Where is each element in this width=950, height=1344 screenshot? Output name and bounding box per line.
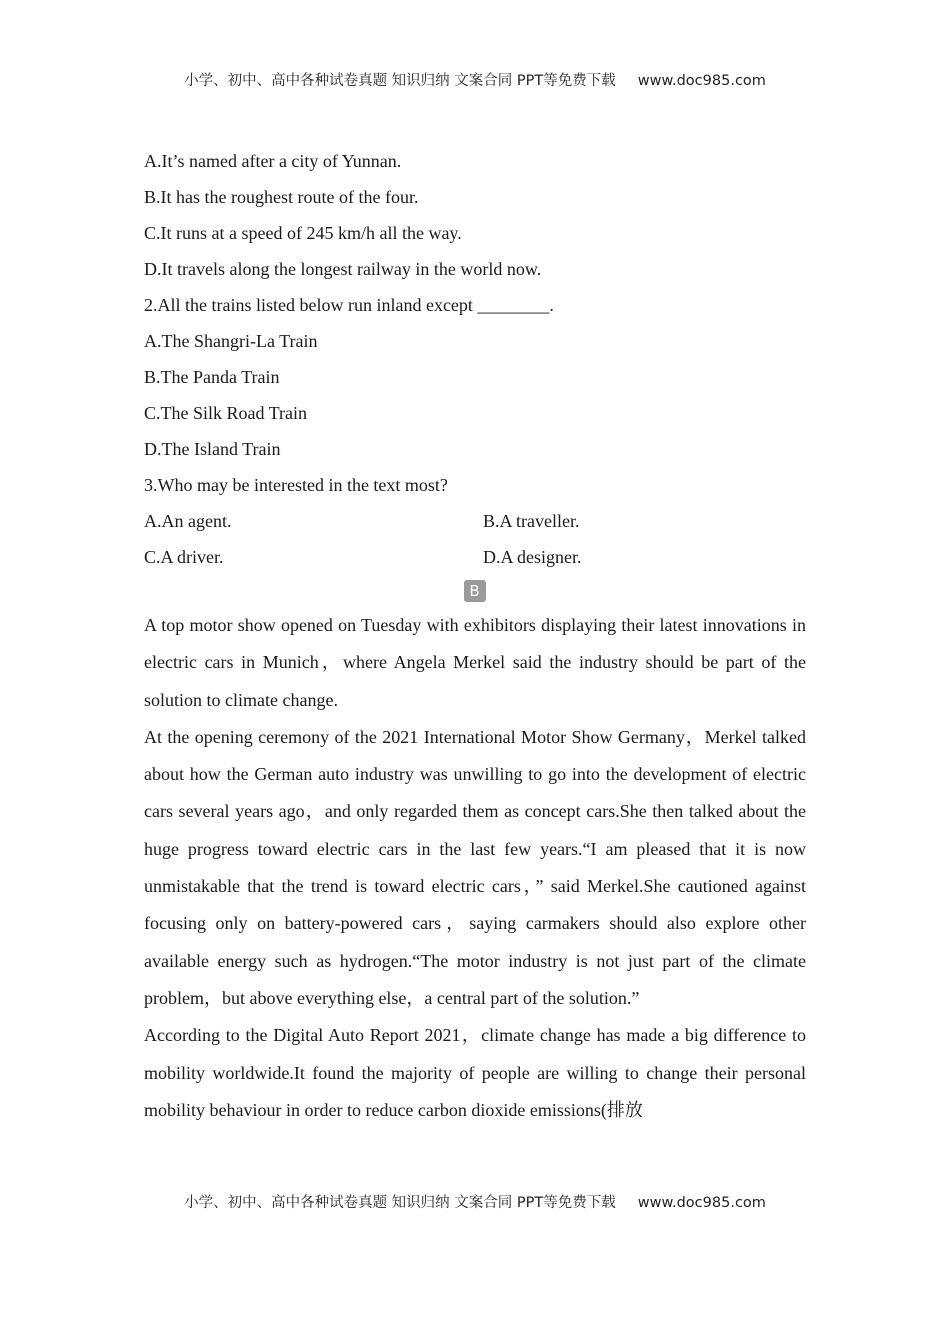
section-marker xyxy=(143,575,806,607)
passage-paragraph-3: According to the Digital Auto Report 2021，climate change has made a big difference to mobility worldwide.It found the majority of people are willing to change their personal mobility behaviour in order to reduce carbon dioxide emissions(排放 xyxy=(144,1025,806,1120)
q3-stem: 3.Who may be interested in the text most? xyxy=(144,475,448,495)
q2-option-c: C.The Silk Road Train xyxy=(144,403,308,423)
q2-option-b: B.The Panda Train xyxy=(144,367,280,387)
question-2 xyxy=(144,287,806,467)
section-label: B xyxy=(464,580,486,602)
q1-option-d: D.It travels along the longest railway in the world now. xyxy=(144,259,542,279)
passage-paragraph-2: At the opening ceremony of the 2021 International Motor Show Germany，Merkel talked about how the German auto industry was unwilling to go into the development of electric cars several years ago，and only regarded them as concept cars.She then talked about the huge progress toward electric cars in the last few years.“I am pleased that it is now unmistakable that the trend is toward electric cars，” said Merkel.She cautioned against focusing only on battery-powered cars，saying carmakers should also explore other available energy such as hydrogen.“The motor industry is not just part of the climate problem，but above everything else，a central part of the solution.” xyxy=(144,726,806,1008)
q2-option-a: A.The Shangri-La Train xyxy=(144,331,318,351)
q3-option-d: D.A designer. xyxy=(483,547,582,567)
page-header xyxy=(0,69,950,90)
q3-options-row-2 xyxy=(144,539,806,575)
q3-option-a: A.An agent. xyxy=(144,511,232,531)
footer-text: 小学、初中、高中各种试卷真题 知识归纳 文案合同 PPT等免费下载 xyxy=(184,1195,616,1211)
footer-site-link[interactable]: www.doc985.com xyxy=(637,1195,766,1211)
question-3 xyxy=(144,467,806,575)
question-1-options xyxy=(144,143,806,287)
header-text: 小学、初中、高中各种试卷真题 知识归纳 文案合同 PPT等免费下载 xyxy=(184,73,616,89)
q3-option-b: B.A traveller. xyxy=(483,511,580,531)
q3-option-c: C.A driver. xyxy=(144,547,224,567)
document-body xyxy=(144,143,806,1129)
q2-option-d: D.The Island Train xyxy=(144,439,281,459)
header-site-link[interactable]: www.doc985.com xyxy=(637,73,766,89)
passage-paragraph-1: A top motor show opened on Tuesday with exhibitors displaying their latest innovations in electric cars in Munich，where Angela Merkel said the industry should be part of the solution to climate change. xyxy=(144,615,806,710)
q1-option-a: A.It’s named after a city of Yunnan. xyxy=(144,151,402,171)
q3-options-row-1 xyxy=(144,503,806,539)
q1-option-b: B.It has the roughest route of the four. xyxy=(144,187,419,207)
page-footer xyxy=(0,1191,950,1212)
q2-stem: 2.All the trains listed below run inland except ________. xyxy=(144,295,554,315)
q1-option-c: C.It runs at a speed of 245 km/h all the way. xyxy=(144,223,462,243)
reading-passage xyxy=(144,607,806,1129)
